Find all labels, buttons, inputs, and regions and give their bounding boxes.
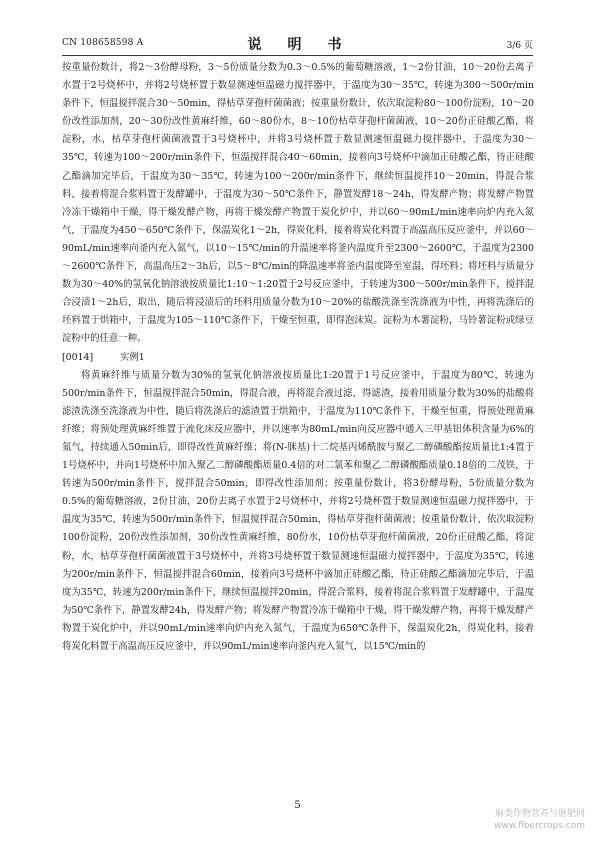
paragraph-example-1: 将黄麻纤维与质量分数为30%的氢氧化钠溶液按质量比1:20置于1号反应釜中，于温度为80℃，转速为500r/min条件下，恒温搅拌混合50min，得混合液，再将混合液过滤，得滤渣，接着用质量分数为30%的盐酸将滤渣洗涤至洗涤液为中性，随后将洗涤后的滤渣置于烘箱中，于温度为110℃条件下，干燥至恒重，得预处理黄麻纤维；将预处理黄麻纤维置于流化床反应器中，并以速率为80mL/min向反应器中通入三甲基铝体积含量为6%的氮气，持续通入50min后，即得改性黄麻纤维；将(N-脒基)十二烷基丙烯酰胺与聚乙二醇磷酸酯按质量比1:4置于1号烧杯中，并向1号烧杯中加入聚乙二醇磷酸酯质量0.4倍的对二氯苯和聚乙二醇磷酸酯质量0.18倍的二茂铁，于转速为500r/min条件下，搅拌混合50min，即得改性添加剂；按重量份数计，将3份酵母粉，5份质量分数为0.5%的葡萄糖溶液，2份甘油，20份去离子水置于2号烧杯中，并将2号烧杯置于数显测速恒温磁力搅拌器中，于温度为35℃，转速为500r/min条件下，恒温搅拌混合50min，得枯草芽孢杆菌菌液；按重量份数计，依次取淀粉100份淀粉，20份改性添加剂，30份改性黄麻纤维，80份水，10份枯草芽孢杆菌菌液，20份正硅酸乙酯，将淀粉，水，枯草芽孢杆菌菌液置于3号烧杯中，并将3号烧杯置于数显测速恒温磁力搅拌器中，于温度为35℃，转速为200r/min条件下，恒温搅拌混合60min，接着向3号烧杯中滴加正硅酸乙酯，待正硅酸乙酯滴加完毕后，于温度为35℃，转速为200r/min条件下，继续恒温搅拌20min，得混合浆料，接着将混合浆料置于发酵罐中，于温度为50℃条件下，静置发酵24h，得发酵产物；将发酵产物置冷冻干燥箱中干燥，得干燥发酵产物，再将干燥发酵产物置于炭化炉中，并以90mL/min速率向炉内充入氮气，于温度为650℃条件下，保温炭化2h，得炭化料，接着将炭化料置于高温高压反应釜中，并以90mL/min速率向釜内充入氮气，以15℃/min的 <box>62 369 534 652</box>
paragraph-continued: 按重量份数计，将2～3份酵母粉，3～5份质量分数为0.3～0.5%的葡萄糖溶液，1～2份甘油，10～20份去离子水置于2号烧杯中，并将2号烧杯置于数显测速恒温磁力搅拌器中，于温度为30～35℃，转速为300～500r/min条件下，恒温搅拌混合30～50min，得枯草芽孢杆菌菌液；按重量份数计，依次取淀粉80～100份淀粉，10～20份改性添加剂，20～30份改性黄麻纤维，60～80份水，8～10份枯草芽孢杆菌菌液，10～20份正硅酸乙酯，将淀粉，水，枯草芽孢杆菌菌液置于3号烧杯中，并将3号烧杯置于数显测速恒温磁力搅拌器中，于温度为30～35℃，转速为100～200r/min条件下，恒温搅拌混合40～60min，接着向3号烧杯中滴加正硅酸乙酯，待正硅酸乙酯滴加完毕后，于温度为30～35℃，转速为100～200r/min条件下，继续恒温搅拌10～20min，得混合浆料，接着将混合浆料置于发酵罐中，于温度为30～50℃条件下，静置发酵18～24h，得发酵产物；将发酵产物置冷冻干燥箱中干燥，得干燥发酵产物，再将干燥发酵产物置于炭化炉中，并以60～90mL/min速率向炉内充入氮气，于温度为450～650℃条件下，保温炭化1～2h，得炭化料，接着将炭化料置于高温高压反应釜中，并以60～90mL/min速率向釜内充入氮气，以10～15℃/min的升温速率将釜内温度升至2300～2600℃，于温度为2300～2600℃条件下，高温高压2～3h后，以5～8℃/min的降温速率将釜内温度降至室温，得坯料；将坯料与质量分数为30～40%的氢氧化钠溶液按质量比1:10～1:20置于2号反应釜中，于转速为300～500r/min条件下，搅拌混合浸渍1～2h后，取出，随后将浸渍后的坯料用质量分数为10～20%的盐酸洗涤至洗涤液为中性，再将洗涤后的坯料置于烘箱中，于温度为105～110℃条件下，干燥至恒重，即得泡沫炭。淀粉为木薯淀粉，马铃薯淀粉或绿豆淀粉中的任意一种。 <box>62 62 534 345</box>
watermark-site-name: 麻类作物营养与施肥网 <box>494 809 585 819</box>
header-rule <box>62 55 533 56</box>
paragraph-heading <box>62 349 534 367</box>
paragraph-tag: [0014] <box>62 351 94 363</box>
example-title: 实例1 <box>120 351 145 363</box>
patent-number: CN 108658598 A <box>62 38 144 48</box>
page-indicator: 3/6 页 <box>506 41 533 51</box>
watermark-url: www.fibercrops.com <box>494 821 585 831</box>
document-title: 说 明 书 <box>247 37 348 53</box>
document-body <box>62 59 534 656</box>
page-header <box>62 34 533 52</box>
page-number: 5 <box>294 800 301 811</box>
watermark <box>494 808 585 832</box>
